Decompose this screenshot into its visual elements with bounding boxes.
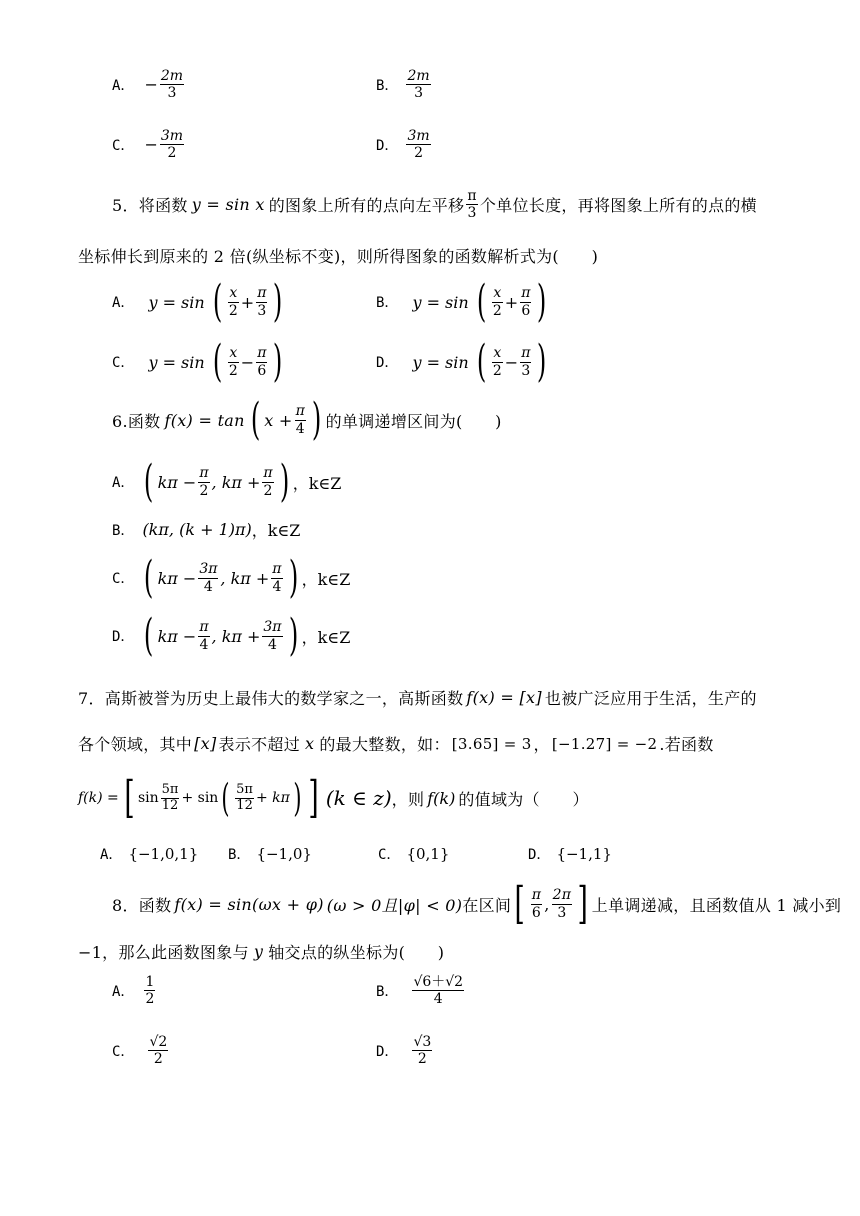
left-bracket: [ <box>514 878 526 929</box>
fraction <box>160 68 184 101</box>
option-label: D． <box>528 847 551 863</box>
q7-math: [x] <box>194 734 217 753</box>
fraction <box>406 128 430 161</box>
fraction <box>256 345 267 378</box>
denominator: 3 <box>521 362 531 379</box>
q6-stem <box>112 394 502 445</box>
fraction <box>412 1034 432 1067</box>
q7-text: 的最大整数，如： <box>319 735 450 754</box>
q7-text: 也被广泛应用于生活，生产的 <box>544 689 757 708</box>
fraction <box>412 974 464 1007</box>
denominator: 3 <box>167 85 177 102</box>
q5-option-c <box>112 336 287 387</box>
denominator: 2 <box>167 145 177 162</box>
numerator: 2m <box>160 68 184 84</box>
option-value: {−1,0} <box>256 845 312 863</box>
option-label: B． <box>228 847 251 863</box>
q8-line2 <box>78 940 444 963</box>
prefix: y = sin <box>148 292 205 312</box>
numerator: 1 <box>145 974 155 990</box>
operator: − <box>504 352 519 372</box>
term: kπ − <box>157 472 197 492</box>
numerator: π <box>521 285 531 302</box>
numerator: x <box>229 285 238 302</box>
right-paren: ) <box>288 610 298 661</box>
q8-option-c <box>112 1034 170 1067</box>
fraction <box>161 783 180 814</box>
q8-text: 上单调递减，且函数值从 1 减小到 <box>591 895 842 915</box>
denominator: 4 <box>203 578 213 595</box>
denominator: 3 <box>557 904 567 921</box>
q5-shift-fraction <box>466 188 478 221</box>
q8-text: 8．函数 <box>112 895 172 915</box>
q7-condition: (k ∈ z) <box>325 786 392 810</box>
denominator: 3 <box>467 205 477 222</box>
right-paren: ) <box>279 456 289 507</box>
term: kπ − <box>157 626 197 646</box>
option-label: A． <box>112 77 135 94</box>
denominator: 6 <box>257 362 267 379</box>
q6-option-c <box>112 552 351 603</box>
q7-option-d <box>528 844 612 864</box>
fraction <box>492 285 503 318</box>
numerator: x <box>229 345 238 362</box>
tail: ，k∈Z <box>251 521 301 540</box>
fraction <box>144 974 155 1007</box>
option-value: {−1,0,1} <box>128 845 199 863</box>
option-label: A． <box>112 475 135 491</box>
numerator: π <box>467 188 477 204</box>
fraction <box>520 285 531 318</box>
q7-text: 7．高斯被誉为历史上最伟大的数学家之一，高斯函数 <box>78 689 464 708</box>
option-label: C． <box>112 1043 135 1060</box>
tail: ，k∈Z <box>292 473 342 493</box>
right-paren: ) <box>537 336 547 387</box>
denominator: 4 <box>433 991 443 1008</box>
denominator: 2 <box>228 302 238 319</box>
left-paren: ( <box>144 456 154 507</box>
q6-option-a <box>112 456 342 507</box>
option-label: C． <box>112 355 135 371</box>
term: , kπ + <box>220 568 270 588</box>
fraction <box>262 619 282 652</box>
numerator: 5π <box>236 781 253 797</box>
q8-text: −1，那么此函数图象与 <box>78 943 249 962</box>
option-value: {−1,1} <box>556 845 612 863</box>
q7-text: ，则 <box>391 789 425 809</box>
right-paren: ) <box>293 776 302 820</box>
q5-stem-line1 <box>112 188 757 221</box>
right-paren: ) <box>288 552 298 603</box>
numerator: 3π <box>199 561 218 578</box>
denominator: 2 <box>492 302 502 319</box>
q7-math: + sin <box>181 790 219 806</box>
q8-line1 <box>112 878 842 929</box>
q8-math: y <box>253 942 264 961</box>
term: kπ − <box>157 568 197 588</box>
q7-example: [3.65] = 3 <box>451 734 532 753</box>
q8-option-d <box>376 1034 434 1067</box>
numerator: √2 <box>149 1034 168 1050</box>
term: , kπ + <box>211 472 261 492</box>
q5-option-a <box>112 276 287 327</box>
numerator: π <box>531 887 542 904</box>
fraction <box>198 465 209 498</box>
q8-option-b <box>376 974 466 1007</box>
q5-option-d <box>376 336 551 387</box>
q4-option-d <box>376 128 433 161</box>
option-label: A． <box>112 983 135 1000</box>
tail: ，k∈Z <box>301 569 351 589</box>
minus-sign: − <box>144 75 158 95</box>
right-bracket: ] <box>577 878 589 929</box>
operator: − <box>240 352 255 372</box>
left-paren: ( <box>476 336 486 387</box>
fraction <box>552 887 573 920</box>
left-paren: ( <box>221 776 230 820</box>
fraction <box>228 345 239 378</box>
numerator: √3 <box>413 1034 432 1050</box>
q6-option-b <box>112 518 300 541</box>
numerator: π <box>199 619 209 636</box>
denominator: 2 <box>145 991 155 1008</box>
denominator: 3 <box>257 302 267 319</box>
right-bracket: ] <box>308 772 319 823</box>
prefix: y = sin <box>412 292 469 312</box>
left-paren: ( <box>476 276 486 327</box>
denominator: 2 <box>414 145 423 162</box>
option-label: A． <box>100 847 123 863</box>
denominator: 4 <box>199 636 209 653</box>
option-label: D． <box>112 629 135 645</box>
left-paren: ( <box>144 610 154 661</box>
minus-sign: − <box>144 135 158 155</box>
q7-text: .若函数 <box>659 735 714 754</box>
left-paren: ( <box>250 394 261 445</box>
q4-option-b <box>376 68 433 101</box>
q7-math: f(k) <box>427 788 456 808</box>
numerator: 3m <box>407 128 430 144</box>
q5-func: y = sin x <box>191 195 265 215</box>
denominator: 12 <box>161 797 179 813</box>
q5-stem-a: 5．将函数 <box>112 196 188 216</box>
q5-stem-c: 个单位长度，再将图象上所有的点的横 <box>479 196 757 216</box>
right-paren: ) <box>273 336 283 387</box>
q4-option-a <box>112 68 186 101</box>
q6-func: f(x) = tan <box>164 410 245 430</box>
fraction <box>295 403 307 436</box>
option-label: B． <box>112 522 135 539</box>
q7-math: f(x) = [x] <box>466 688 542 707</box>
q6-option-d <box>112 610 351 661</box>
term: , kπ + <box>211 626 261 646</box>
q8-text: 轴交点的纵坐标为( ) <box>268 943 445 962</box>
fraction <box>256 285 267 318</box>
numerator: π <box>521 345 531 362</box>
denominator: 4 <box>295 420 305 437</box>
denominator: 3 <box>414 85 423 102</box>
q7-math: + kπ <box>255 790 290 806</box>
left-paren: ( <box>212 336 222 387</box>
numerator: π <box>272 561 282 578</box>
numerator: √6＋√2 <box>413 974 464 990</box>
q7-option-c <box>378 844 449 864</box>
fraction <box>235 783 254 814</box>
q6-stem-a: 6.函数 <box>112 411 161 431</box>
numerator: π <box>199 465 209 482</box>
numerator: 2m <box>407 68 430 84</box>
q7-line1 <box>78 686 757 709</box>
option-label: D． <box>376 1043 399 1060</box>
q7-option-a <box>100 844 198 864</box>
numerator: 3π <box>263 619 282 636</box>
fraction <box>198 619 209 652</box>
fraction <box>228 285 239 318</box>
numerator: 3m <box>160 128 184 144</box>
comma: , <box>544 894 550 914</box>
prefix: y = sin <box>412 352 469 372</box>
q7-text: 各个领域，其中 <box>78 735 193 754</box>
denominator: 2 <box>417 1051 427 1068</box>
q8-func: f(x) = sin(ωx + φ) <box>174 894 324 914</box>
q5-option-b <box>376 276 551 327</box>
denominator: 2 <box>228 362 238 379</box>
option-label: B． <box>376 983 399 1000</box>
option-label: D． <box>376 137 399 154</box>
option-label: C． <box>112 137 135 154</box>
q7-math: f(k) = <box>78 790 119 806</box>
denominator: 2 <box>492 362 502 379</box>
denominator: 6 <box>531 904 542 921</box>
left-paren: ( <box>212 276 222 327</box>
tail: ，k∈Z <box>301 627 351 647</box>
fraction <box>492 345 503 378</box>
q7-option-b <box>228 844 312 864</box>
operator: + <box>504 292 519 312</box>
q7-math: x <box>305 734 315 753</box>
numerator: π <box>263 465 273 482</box>
denominator: 4 <box>272 578 282 595</box>
q6-stem-b: 的单调递增区间为( ) <box>325 411 502 431</box>
q8-text: 在区间 <box>462 895 512 915</box>
q7-text: 表示不超过 <box>218 735 301 754</box>
prefix: y = sin <box>148 352 205 372</box>
q7-example: [−1.27] = −2 <box>551 734 658 753</box>
option-label: A． <box>112 295 135 311</box>
q7-line2 <box>78 732 714 755</box>
denominator: 2 <box>199 482 209 499</box>
q5-stem-b: 的图象上所有的点向左平移 <box>268 196 465 216</box>
denominator: 12 <box>236 797 253 813</box>
fraction <box>531 887 543 920</box>
fraction <box>271 561 282 594</box>
fraction <box>406 68 430 101</box>
q5-stem-line2: 坐标伸长到原来的 2 倍(纵坐标不变)，则所得图象的函数解析式为( ) <box>78 247 599 266</box>
numerator: x <box>493 285 502 302</box>
numerator: π <box>257 285 267 302</box>
numerator: x <box>493 345 502 362</box>
fraction <box>198 561 218 594</box>
denominator: 2 <box>153 1051 163 1068</box>
option-value: {0,1} <box>406 845 450 863</box>
q8-option-a <box>112 974 157 1007</box>
option-label: D． <box>376 355 399 371</box>
right-paren: ) <box>537 276 547 327</box>
q7-text: ， <box>533 735 550 754</box>
right-paren: ) <box>273 276 283 327</box>
option-label: C． <box>112 571 135 587</box>
fraction <box>262 465 273 498</box>
q7-text: 的值域为（ ） <box>458 789 589 809</box>
option-label: B． <box>376 295 399 311</box>
fraction <box>520 345 531 378</box>
operator: + <box>240 292 255 312</box>
right-paren: ) <box>312 394 322 445</box>
interval: (kπ, (k + 1)π) <box>142 520 252 539</box>
option-label: B． <box>376 77 399 94</box>
q4-option-c <box>112 128 186 161</box>
denominator: 4 <box>267 636 277 653</box>
option-label: C． <box>378 847 401 863</box>
q7-math: sin <box>137 790 159 806</box>
q7-line3 <box>78 772 589 823</box>
left-paren: ( <box>144 552 154 603</box>
numerator: π <box>257 345 267 362</box>
fraction <box>160 128 184 161</box>
q8-condition: (ω > 0且|φ| < 0) <box>326 895 463 915</box>
denominator: 2 <box>263 482 273 499</box>
fraction <box>148 1034 168 1067</box>
numerator: 5π <box>161 781 179 797</box>
numerator: π <box>295 403 306 420</box>
denominator: 6 <box>521 302 531 319</box>
left-bracket: [ <box>124 772 135 823</box>
numerator: 2π <box>552 887 572 904</box>
q6-inner: x + <box>264 410 293 430</box>
